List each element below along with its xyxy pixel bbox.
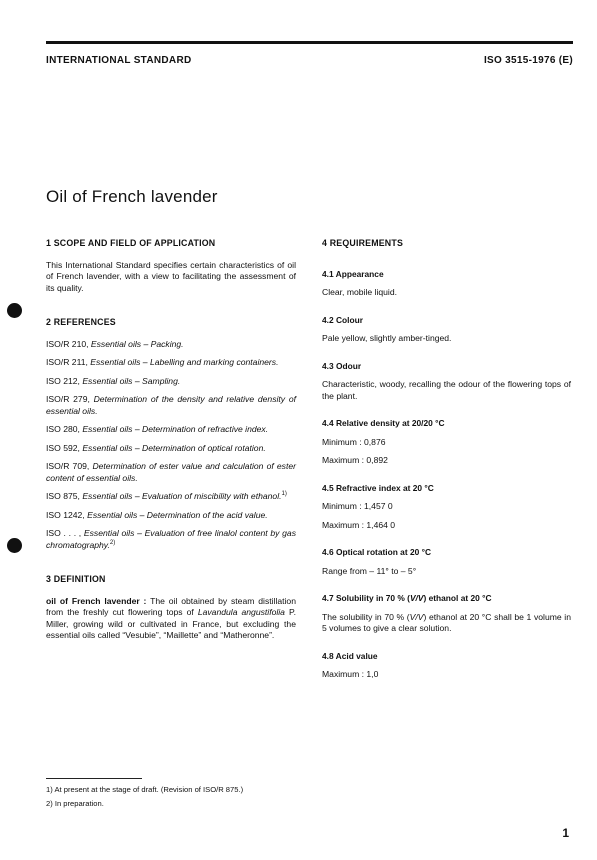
reference-item: ISO/R 709, Determination of ester value and calculation of ester content of essential oils. [46,461,297,483]
standard-number: ISO 3515-1976 (E) [483,55,573,66]
right-column [322,238,571,688]
reference-item: ISO/R 211, Essential oils – Labelling and marking containers. [46,357,279,367]
punch-hole-bottom [7,538,22,553]
standard-type-label: INTERNATIONAL STANDARD [46,55,192,66]
punch-hole-top [7,303,22,318]
reference-item: ISO 875, Essential oils – Evaluation of miscibility with ethanol.$^{1)}$ [46,491,287,501]
section-references [46,317,296,551]
requirement-value: Minimum : 1,457 0 [322,501,393,511]
section-definition [46,574,296,642]
subsection-heading: 4.8 Acid value [322,650,378,661]
reference-item: ISO 592, Essential oils – Determination of optical rotation. [46,442,266,453]
section-scope [46,238,296,294]
requirement-value: Maximum : 1,464 0 [322,519,396,530]
requirement-value: Maximum : 0,892 [322,455,388,465]
footnote-2: 2) In preparation. [46,799,104,808]
requirement-value: Range from – 11° to – 5° [322,565,417,576]
requirement-text: Pale yellow, slightly amber-tinged. [322,333,452,343]
species-name: Lavandula angustifolia [197,607,285,617]
reference-item: ISO/R 210, Essential oils – Packing. [46,338,184,349]
left-column [46,238,296,649]
subsection-heading: 4.7 Solubility in 70 % (V/V) ethanol at 20 °C [322,593,492,603]
requirement-value: Minimum : 0,876 [322,436,386,447]
requirement-value: Maximum : 1,0 [322,669,379,679]
reference-item: ISO 212, Essential oils – Sampling. [46,375,181,386]
section-heading: 1 SCOPE AND FIELD OF APPLICATION [46,238,216,248]
requirement-text: The solubility in 70 % (V/V) ethanol at 20 °C shall be 1 volume in 5 volumes to give a clear solution. [322,611,571,633]
page-number: 1 [562,826,569,840]
section-heading: 4 REQUIREMENTS [322,238,404,248]
footnote-1: 1) At present at the stage of draft. (Revision of ISO/R 875.) [46,785,244,794]
requirement-text: Characteristic, woody, recalling the odour of the flowering tops of the plant. [322,379,571,401]
subsection-heading: 4.4 Relative density at 20/20 °C [322,418,445,428]
subsection-heading: 4.2 Colour [322,314,363,325]
subsection-heading: 4.6 Optical rotation at 20 °C [322,547,431,557]
reference-item: ISO 280, Essential oils – Determination of refractive index. [46,424,269,434]
subsection-heading: 4.3 Odour [322,360,362,371]
reference-item: ISO 1242, Essential oils – Determination of the acid value. [46,509,268,520]
document-title: Oil of French lavender [46,187,218,207]
footnote-marker: 2) [109,539,116,546]
section-heading: 2 REFERENCES [46,317,116,327]
reference-item: ISO/R 279, Determination of the density and relative density of essential oils. [46,394,296,416]
scope-text: This International Standard specifies certain characteristics of oil of French lavender, with a view to facilitating the assessment of its quality. [46,259,296,293]
footnote-rule [46,778,142,779]
header-rule [46,41,573,44]
reference-item: ISO . . . , Essential oils – Evaluation of free linalol content by gas chromatography.$^{2)}$ [46,528,297,550]
footnote-marker: 1) [281,491,287,498]
defined-term: oil of French lavender : [46,595,147,606]
definition-text: oil of French lavender : The oil obtained by steam distillation from the freshly cut flowering tops of Lavandula angustifolia P. Miller, growing wild or cultivated in France, but excluding the essential oils called “Vesubie”, “Maillette” and “Matheronne”. [46,595,296,640]
section-heading: 3 DEFINITION [46,574,106,584]
subsection-heading: 4.5 Refractive index at 20 °C [322,482,434,493]
requirement-text: Clear, mobile liquid. [322,287,397,297]
subsection-heading: 4.1 Appearance [322,268,384,279]
